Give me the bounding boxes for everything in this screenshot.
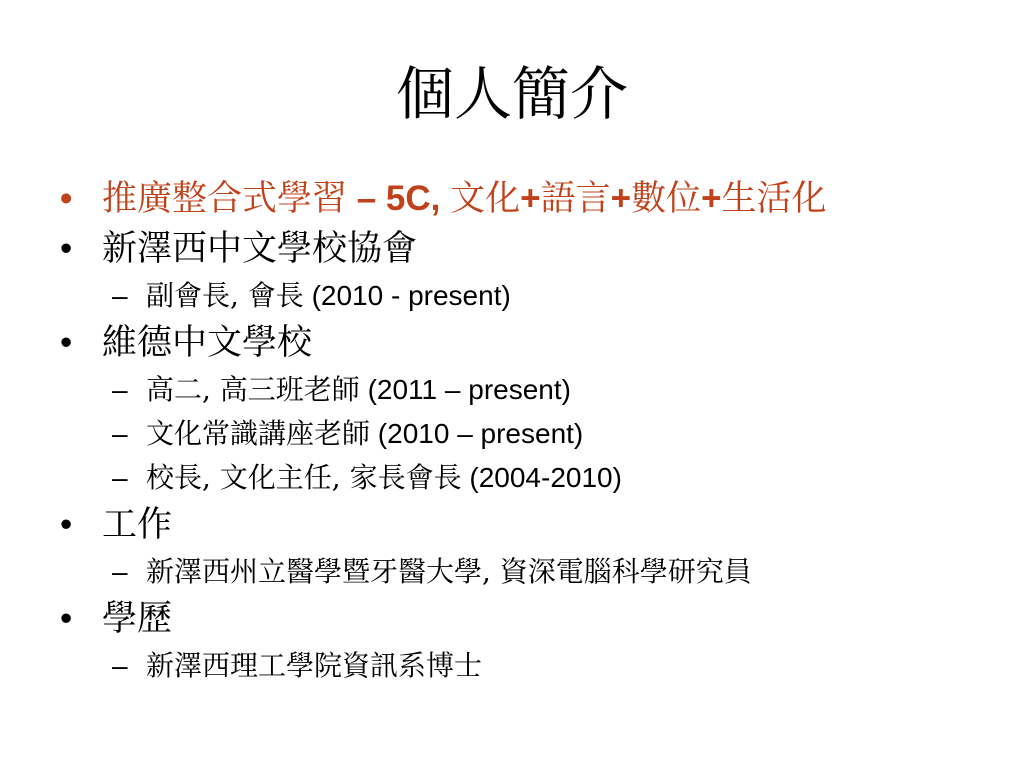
sub-item-dates: (2010 – present)	[370, 418, 584, 449]
dash-marker: –	[112, 418, 128, 449]
sub-item-text: 新澤西州立醫學暨牙醫大學, 資深電腦科學研究員	[146, 555, 752, 588]
bullet-text: 工作	[102, 505, 173, 545]
bullet-marker: •	[60, 505, 73, 544]
bullet-marker: •	[60, 599, 73, 638]
bullet-text: – 5C,	[347, 179, 451, 218]
bullet-text: +	[610, 179, 632, 218]
bullet-item-education	[60, 594, 1000, 644]
bullet-text: 新澤西中文學校協會	[102, 229, 418, 269]
bullet-item-association	[60, 224, 1000, 274]
sub-item-dates: (2011 – present)	[359, 374, 571, 405]
bullet-list	[60, 174, 1000, 688]
sub-item-education-degree	[60, 644, 1000, 688]
sub-item-dates: (2004-2010)	[461, 462, 622, 493]
bullet-text: 維德中文學校	[102, 323, 313, 363]
bullet-text: 語言	[540, 179, 611, 219]
sub-item-work-position	[60, 550, 1000, 594]
bullet-text: 推廣整合式學習	[102, 179, 348, 219]
bullet-marker: •	[60, 229, 73, 268]
sub-item-dates: (2010 - present)	[303, 280, 511, 311]
slide-title: 個人簡介	[395, 60, 628, 128]
dash-marker: –	[112, 650, 128, 681]
dash-marker: –	[112, 280, 128, 311]
sub-item-school-teacher	[60, 368, 1000, 412]
sub-item-text: 新澤西理工學院資訊系博士	[146, 649, 483, 682]
sub-item-school-lecturer	[60, 412, 1000, 456]
bullet-text: 數位	[631, 179, 702, 219]
bullet-text: 學歷	[102, 599, 173, 639]
sub-item-text: 副會長, 會長	[146, 279, 304, 312]
dash-marker: –	[112, 462, 128, 493]
sub-item-text: 高二, 高三班老師	[146, 373, 360, 406]
bullet-text: +	[701, 179, 722, 218]
bullet-text: 生活化	[721, 179, 827, 219]
sub-item-association-roles	[60, 274, 1000, 318]
bullet-marker: •	[60, 323, 73, 362]
bullet-item-work	[60, 500, 1000, 550]
sub-item-text: 文化常識講座老師	[146, 417, 371, 450]
bullet-text: 文化	[450, 179, 521, 219]
sub-item-school-principal	[60, 456, 1000, 500]
bullet-item-school	[60, 318, 1000, 368]
dash-marker: –	[112, 556, 128, 587]
sub-item-text: 校長, 文化主任, 家長會長	[146, 461, 462, 494]
bullet-marker: •	[60, 179, 73, 218]
bullet-text: +	[520, 179, 541, 218]
dash-marker: –	[112, 374, 128, 405]
bullet-item-integrated-learning	[60, 174, 1000, 224]
